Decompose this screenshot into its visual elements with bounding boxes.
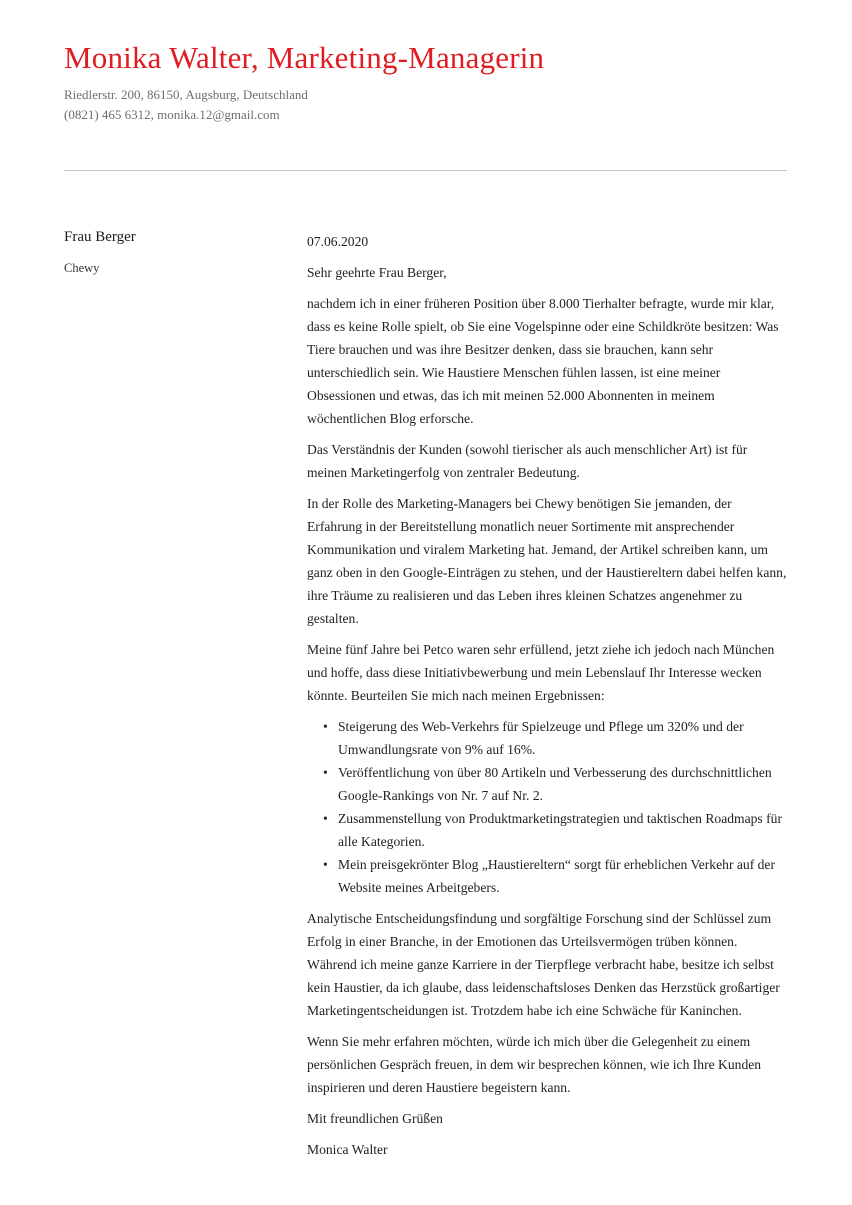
header-divider xyxy=(64,170,787,171)
list-item-text: Steigerung des Web-Verkehrs für Spielzeuge und Pflege um 320% und der Umwandlungsrate von 9% auf 16%. xyxy=(338,719,744,757)
bullet-icon: • xyxy=(323,857,328,872)
signature: Monica Walter xyxy=(307,1142,388,1157)
list-item-text: Zusammenstellung von Produktmarketingstrategien und taktischen Roadmaps für alle Kategorien. xyxy=(338,811,782,849)
achievements-list xyxy=(307,715,789,899)
letter-date: 07.06.2020 xyxy=(307,234,369,249)
paragraph-experience: Meine fünf Jahre bei Petco waren sehr erfüllend, jetzt ziehe ich jedoch nach München und hoffe, dass diese Initiativbewerbung und mein Lebenslauf Ihr Interesse wecken könnte. Beurteilen Sie mich nach meinen Ergebnissen: xyxy=(307,642,775,703)
recipient-name: Frau Berger xyxy=(64,229,136,245)
list-item-text: Mein preisgekrönter Blog „Haustiereltern“ sorgt für erheblichen Verkehr auf der Website meines Arbeitgebers. xyxy=(338,857,775,895)
contact-block xyxy=(64,85,308,125)
closing: Mit freundlichen Grüßen xyxy=(307,1111,443,1126)
recipient-company: Chewy xyxy=(64,261,100,275)
paragraph-role: In der Rolle des Marketing-Managers bei Chewy benötigen Sie jemanden, der Erfahrung in der Bereitstellung monatlich neuer Sortimente mit ansprechender Kommunikation und viralem Marketing hat. Jemand, der Artikel schreiben kann, um ganz oben in den Google-Einträgen zu stehen, und der Haustiereltern dabei helfen kann, ihre Träume zu realisieren und das Leben ihres kleinen Schatzes angenehmer zu gestalten. xyxy=(307,496,787,626)
list-item xyxy=(323,715,789,761)
bullet-icon: • xyxy=(323,765,328,780)
address-line: Riedlerstr. 200, 86150, Augsburg, Deutschland xyxy=(64,87,308,102)
paragraph-analytics: Analytische Entscheidungsfindung und sorgfältige Forschung sind der Schlüssel zum Erfolg in einer Branche, in der Emotionen das Urteilsvermögen trüben können. Während ich meine ganze Karriere in der Tierpflege verbracht habe, besitze ich selbst kein Haustier, da ich glaube, dass leidenschaftsloses Denken das Herzstück großartiger Marketingentscheidungen ist. Trotzdem habe ich eine Schwäche für Kaninchen. xyxy=(307,911,780,1018)
list-item xyxy=(323,853,789,899)
paragraph-contact-request: Wenn Sie mehr erfahren möchten, würde ich mich über die Gelegenheit zu einem persönlichen Gespräch freuen, in dem wir besprechen können, wie ich Ihre Kunden inspirieren und deren Haustiere begeistern kann. xyxy=(307,1034,762,1095)
recipient-block xyxy=(64,227,274,276)
phone-email-line: (0821) 465 6312, monika.12@gmail.com xyxy=(64,107,280,122)
bullet-icon: • xyxy=(323,719,328,734)
paragraph-understanding: Das Verständnis der Kunden (sowohl tierischer als auch menschlicher Art) ist für meinen Marketingerfolg von zentraler Bedeutung. xyxy=(307,442,748,480)
list-item xyxy=(323,761,789,807)
salutation: Sehr geehrte Frau Berger, xyxy=(307,265,447,280)
list-item-text: Veröffentlichung von über 80 Artikeln und Verbesserung des durchschnittlichen Google-Rankings von Nr. 7 auf Nr. 2. xyxy=(338,765,772,803)
list-item xyxy=(323,807,789,853)
page-title: Monika Walter, Marketing-Managerin xyxy=(64,40,545,75)
paragraph-intro: nachdem ich in einer früheren Position über 8.000 Tierhalter befragte, wurde mir klar, dass es keine Rolle spielt, ob Sie eine Vogelspinne oder eine Schildkröte besitzen: Was Tiere brauchen und was ihre Besitzer denken, dass sie brauchen, kann sehr unterschiedlich sein. Wie Haustiere Menschen fühlen lassen, ist eine meiner Obsessionen und etwas, das ich mit meinen 52.000 Abonnenten in meinem wöchentlichen Blog erforsche. xyxy=(307,296,779,426)
letter-body xyxy=(307,230,789,1169)
bullet-icon: • xyxy=(323,811,328,826)
